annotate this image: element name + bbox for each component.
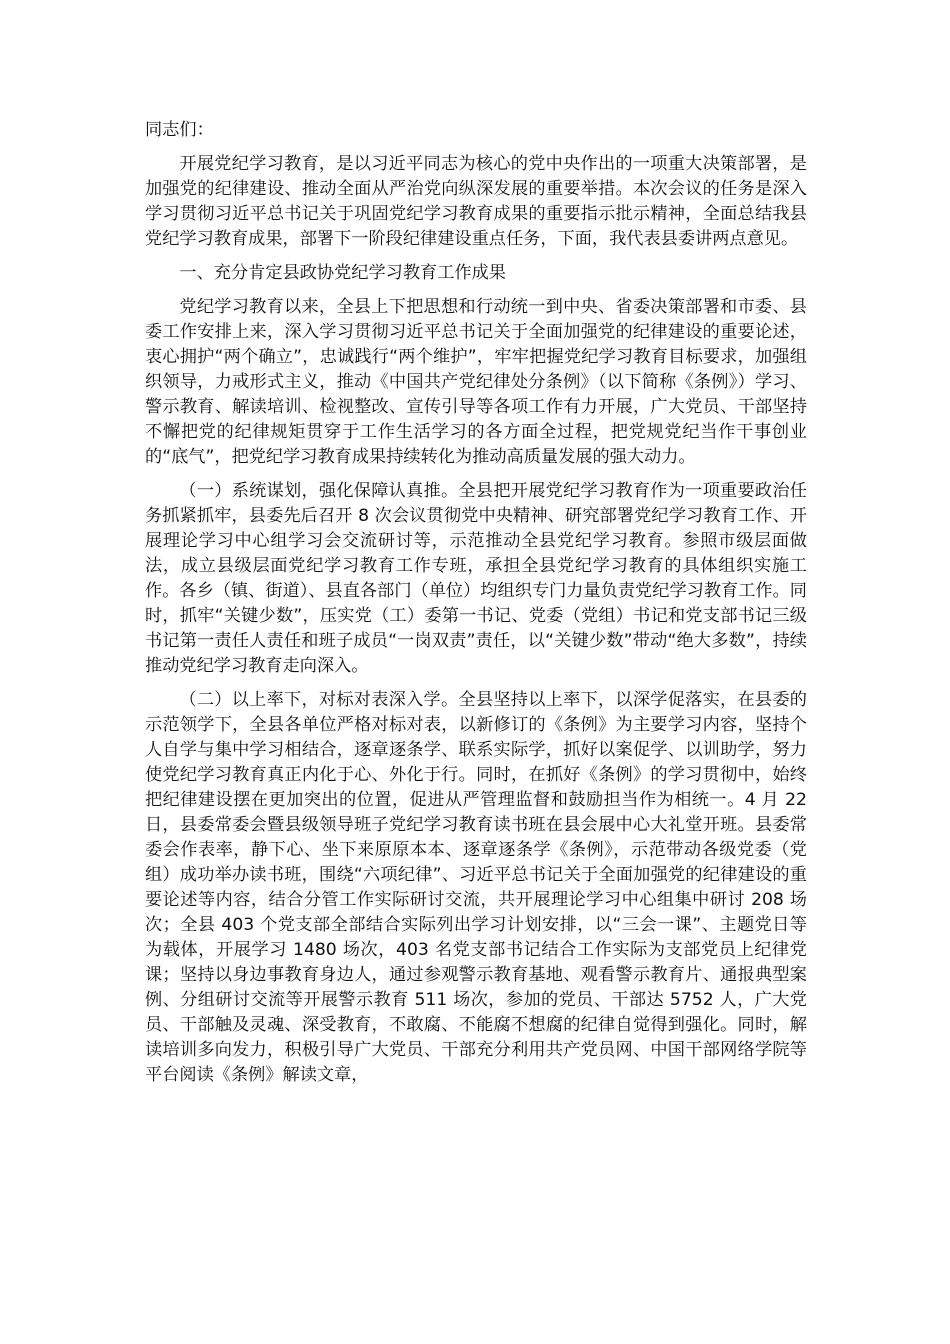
salutation: 同志们： (145, 120, 214, 140)
document-page (145, 118, 807, 1097)
section-paragraph-overview: 党纪学习教育以来，全县上下把思想和行动统一到中央、省委决策部署和市委、县委工作安排上来，深入学习贯彻习近平总书记关于全面加强党的纪律建设的重要论述，衷心拥护“两个确立”，忠诚践行“两个维护”，牢牢把握党纪学习教育目标要求，加强组织领导，力戒形式主义，推动《中国共产党纪律处分条例》（以下简称《条例》）学习、警示教育、解读培训、检视整改、宣传引导等各项工作有力开展，广大党员、干部坚持不懈把党的纪律规矩贯穿于工作生活学习的各方面全过程，把党规党纪当作干事创业的“底气”，把党纪学习教育成果持续转化为推动高质量发展的强大动力。 (145, 297, 807, 467)
section-paragraph-planning: （一）系统谋划，强化保障认真推。全县把开展党纪学习教育作为一项重要政治任务抓紧抓牢，县委先后召开 8 次会议贯彻党中央精神、研究部署党纪学习教育工作、开展理论学习中心组学习会交流研讨等，示范推动全县党纪学习教育。参照市级层面做法，成立县级层面党纪学习教育工作专班，承担全县党纪学习教育的具体组织实施工作。各乡（镇、街道）、县直各部门（单位）均组织专门力量负责党纪学习教育工作。同时，抓牢“关键少数”，压实党（工）委第一书记、党委（党组）书记和党支部书记三级书记第一责任人责任和班子成员“一岗双责”责任，以“关键少数”带动“绝大多数”，持续推动党纪学习教育走向深入。 (145, 481, 807, 676)
section-paragraph-leadership: （二）以上率下，对标对表深入学。全县坚持以上率下，以深学促落实，在县委的示范领学下，全县各单位严格对标对表，以新修订的《条例》为主要学习内容，坚持个人自学与集中学习相结合，逐章逐条学、联系实际学，抓好以案促学、以训助学，努力使党纪学习教育真正内化于心、外化于行。同时，在抓好《条例》的学习贯彻中，始终把纪律建设摆在更加突出的位置，促进从严管理监督和鼓励担当作为相统一。4 月 22 日，县委常委会暨县级领导班子党纪学习教育读书班在县会展中心大礼堂开班。县委常委会作表率，静下心、坐下来原原本本、逐章逐条学《条例》，示范带动各级党委（党组）成功举办读书班，围绕“六项纪律”、习近平总书记关于全面加强党的纪律建设的重要论述等内容，结合分管工作实际研讨交流，共开展理论学习中心组集中研讨 208 场次；全县 403 个党支部全部结合实际列出学习计划安排，以“三会一课”、主题党日等为载体，开展学习 1480 场次，403 名党支部书记结合工作实际为支部党员上纪律党课；坚持以身边事教育身边人，通过参观警示教育基地、观看警示教育片、通报典型案例、分组研讨交流等开展警示教育 511 场次，参加的党员、干部达 5752 人，广大党员、干部触及灵魂、深受教育，不敢腐、不能腐不想腐的纪律自觉得到强化。同时，解读培训多向发力，积极引导广大党员、干部充分利用共产党员网、中国干部网络学院等平台阅读《条例》解读文章， (145, 690, 807, 1085)
section-heading: 一、充分肯定县政协党纪学习教育工作成果 (179, 263, 506, 283)
intro-paragraph: 开展党纪学习教育，是以习近平同志为核心的党中央作出的一项重大决策部署，是加强党的纪律建设、推动全面从严治党向纵深发展的重要举措。本次会议的任务是深入学习贯彻习近平总书记关于巩固党纪学习教育成果的重要指示批示精神，全面总结我县党纪学习教育成果，部署下一阶段纪律建设重点任务，下面，我代表县委讲两点意见。 (145, 154, 807, 249)
